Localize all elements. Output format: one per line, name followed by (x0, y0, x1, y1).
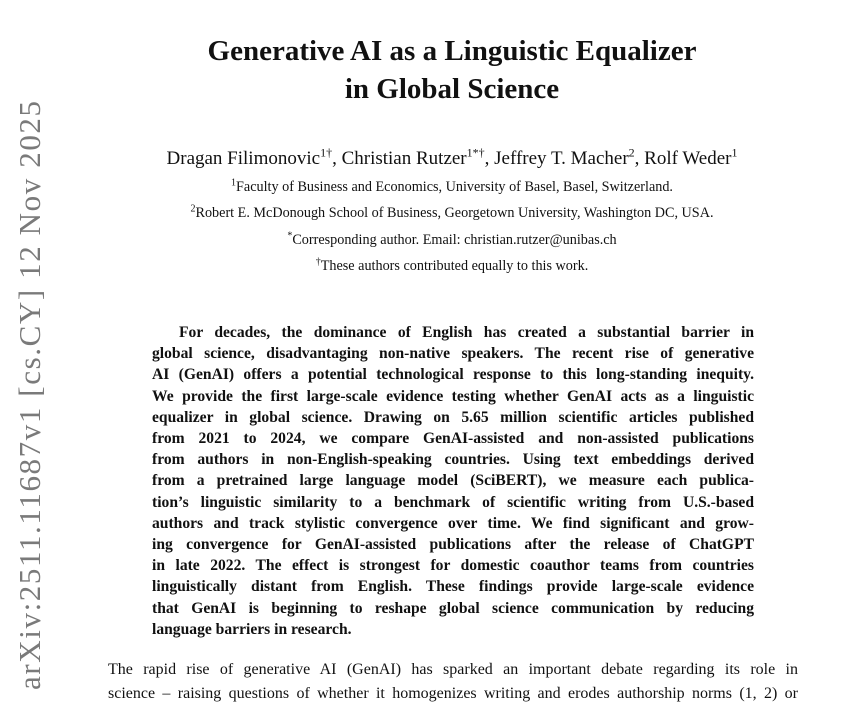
author-name: Rolf Weder (644, 148, 732, 169)
abstract-line: global science, disadvantaging non-native speakers. The recent rise of generative (152, 345, 754, 363)
corresponding-mark: * (287, 230, 293, 242)
corresponding-text: Corresponding author. Email: christian.rutzer@unibas.ch (292, 232, 617, 248)
abstract-line: from authors in non-English-speaking countries. Using text embeddings derived (152, 451, 754, 469)
abstract-line: ing convergence for GenAI-assisted publications after the release of ChatGPT (152, 536, 754, 554)
author-separator: , (484, 148, 495, 169)
abstract-line: tion’s linguistic similarity to a benchmark of scientific writing from U.S.-based (152, 493, 754, 511)
abstract-line: from a pretrained large language model (SciBERT), we measure each publica- (152, 472, 754, 490)
equal-contribution-note (90, 257, 814, 275)
author-list (90, 146, 814, 172)
author-marks: 1 (731, 145, 738, 160)
abstract-line: from 2021 to 2024, we compare GenAI-assisted and non-assisted publications (152, 430, 754, 448)
affiliation-basel (90, 178, 814, 196)
author-name: Christian Rutzer (341, 148, 467, 169)
abstract-line: authors and track stylistic convergence over time. We find significant and grow- (152, 514, 754, 532)
affiliation-text: Robert E. McDonough School of Business, Georgetown University, Washington DC, USA. (195, 205, 714, 221)
author-name: Dragan Filimonovic (166, 148, 321, 169)
abstract (152, 322, 754, 640)
abstract-line: AI (GenAI) offers a potential technological response to this long-standing inequity. (152, 366, 754, 384)
abstract-line: that GenAI is beginning to reshape global science communication by reducing (152, 599, 754, 617)
abstract-line: For decades, the dominance of English has created a substantial barrier in (179, 324, 754, 341)
abstract-line: in late 2022. The effect is strongest for domestic coauthor teams from countries (152, 557, 754, 575)
abstract-line: linguistically distant from English. These findings provide large-scale evidence (152, 578, 754, 596)
arxiv-identifier-stamp: arXiv:2511.11687v1 [cs.CY] 12 Nov 2025 (12, 99, 47, 690)
affiliation-georgetown (90, 204, 814, 222)
title-line-2: in Global Science (344, 73, 560, 105)
abstract-line: language barriers in research. (152, 620, 352, 638)
affiliation-mark: 2 (190, 203, 196, 215)
paper-title (90, 32, 814, 108)
author-marks: 1† (320, 145, 333, 160)
abstract-line: equalizer in global science. Drawing on 5.65 million scientific articles published (152, 408, 754, 426)
introduction-paragraph (108, 658, 798, 706)
author-separator: , (332, 148, 342, 169)
author-marks: 2 (628, 145, 635, 160)
title-line-1: Generative AI as a Linguistic Equalizer (207, 35, 697, 67)
corresponding-author-note (90, 231, 814, 249)
author-marks: 1*† (466, 145, 485, 160)
body-line: The rapid rise of generative AI (GenAI) has sparked an important debate regarding its role in (108, 661, 798, 678)
abstract-line: We provide the first large-scale evidence testing whether GenAI acts as a linguistic (152, 387, 754, 405)
body-line: science – raising questions of whether it homogenizes writing and erodes authorship norms (1, 2) or (108, 685, 798, 702)
author-name: Jeffrey T. Macher (494, 148, 629, 169)
equal-contribution-text: These authors contributed equally to this work. (320, 258, 589, 274)
author-separator: , (634, 148, 645, 169)
affiliation-mark: 1 (231, 177, 236, 189)
equal-contribution-mark: † (315, 256, 321, 268)
affiliation-text: Faculty of Business and Economics, University of Basel, Basel, Switzerland. (236, 179, 673, 195)
